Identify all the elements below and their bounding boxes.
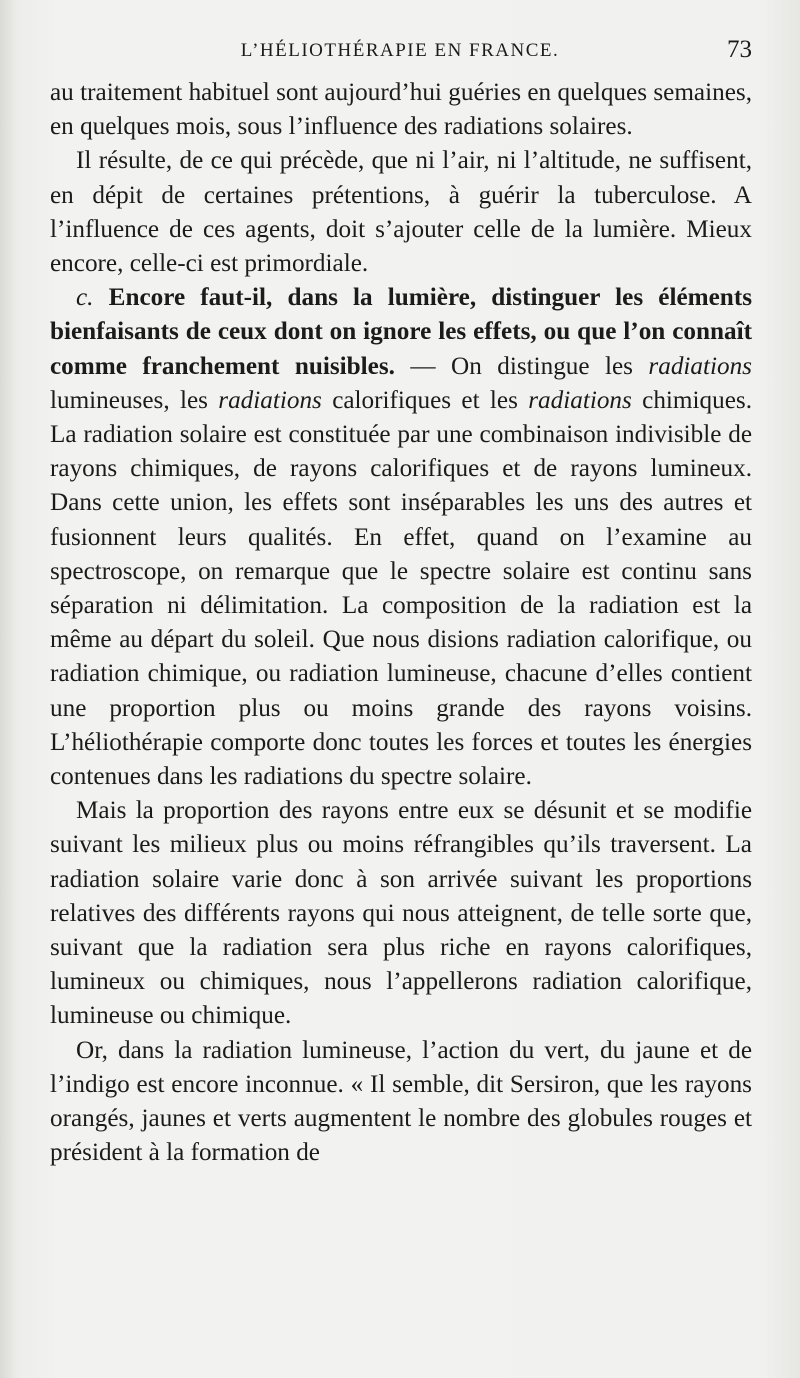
paragraph-1: au traitement habituel sont aujourd’hui guéries en quelques semaines, en quelques mois, sous l’influence des radiations solaires.	[50, 79, 752, 141]
paragraph-4: Mais la proportion des rayons entre eux se désunit et se modifie suivant les milieux plus ou moins réfrangibles qu’ils traversent. La radiation solaire varie donc à son arrivée suivant les proportions relatives des différents rayons qui nous atteignent, de telle sorte que, suivant que la radiation sera plus riche en rayons calorifiques, lumineux ou chimiques, nous l’appellerons radiation calorifique, lumineuse ou chimique.	[50, 797, 752, 1030]
italic-term: radiations	[218, 386, 322, 414]
paragraph-3-text: lumineuses, les	[50, 386, 219, 414]
running-title: L’HÉLIOTHÉRAPIE EN FRANCE.	[240, 40, 560, 61]
paragraph-3	[50, 281, 752, 794]
page-header	[48, 36, 752, 66]
italic-term: radiations	[528, 386, 632, 414]
section-label: c.	[76, 284, 94, 312]
paragraph-3-text: calorifiques et les	[321, 386, 529, 414]
italic-term: radiations	[648, 352, 752, 380]
page-number: 73	[727, 36, 752, 63]
paragraph-3-text: chimiques. La radiation solaire est constituée par une combinaison indivisible de rayons chimiques, de rayons calorifiques et de rayons lumineux. Dans cette union, les effets sont inséparables les uns des autres et fusionnent leurs qualités. En effet, quand on l’examine au spectroscope, on remarque que le spectre solaire est continu sans séparation ni délimitation. La composition de la radiation est la même au départ du soleil. Que nous disions radiation calorifique, ou radiation chimique, ou radiation lumineuse, chacune d’elles contient une proportion plus ou moins grande des rayons voisins. L’héliothérapie comporte donc toutes les forces et toutes les énergies contenues dans les radiations du spectre solaire.	[50, 386, 752, 791]
paragraph-2: Il résulte, de ce qui précède, que ni l’air, ni l’altitude, ne suffisent, en dépit de certaines prétentions, à guérir la tuberculose. A l’influence de ces agents, doit s’ajouter celle de la lumière. Mieux encore, celle-ci est primordiale.	[50, 147, 752, 278]
body-text	[50, 76, 752, 1171]
paragraph-5: Or, dans la radiation lumineuse, l’action du vert, du jaune et de l’indigo est encore inconnue. « Il semble, dit Sersiron, que les rayons orangés, jaunes et verts augmentent le nombre des globules rouges et président à la formation de	[50, 1036, 752, 1167]
section-heading: Encore faut-il, dans la lumière, distinguer les éléments bienfaisants de ceux dont on ignore les effets, ou que l’on connaît comme franchement nuisibles.	[50, 284, 753, 380]
paragraph-3-text: — On distingue les	[394, 352, 649, 380]
